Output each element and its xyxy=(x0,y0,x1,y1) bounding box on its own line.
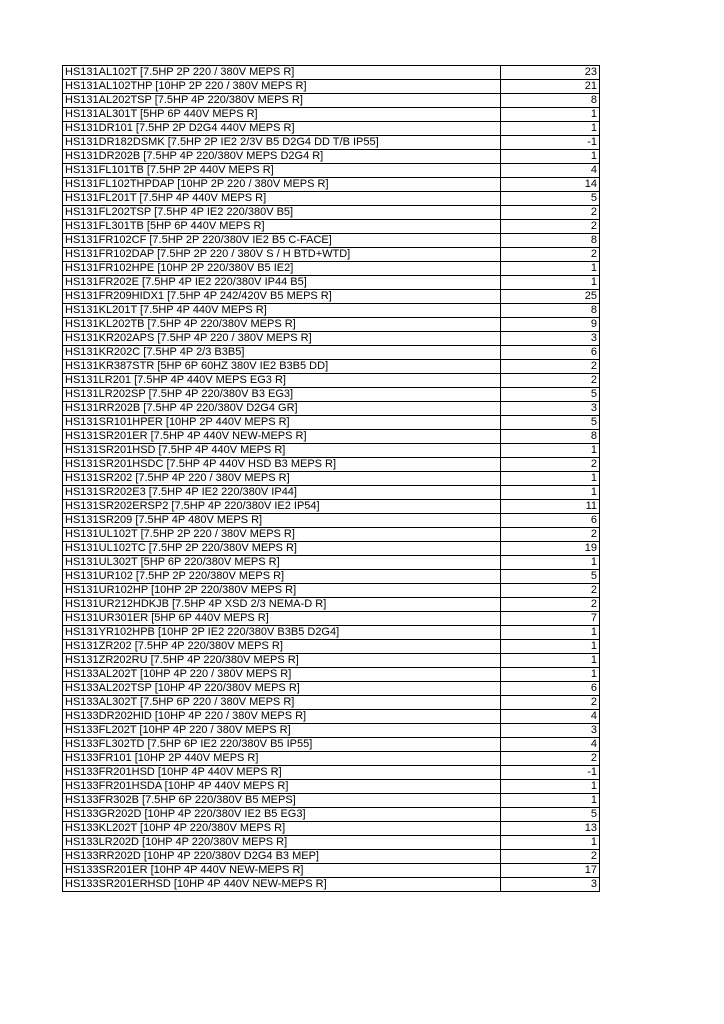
table-row xyxy=(63,192,600,206)
item-quantity-cell: 11 xyxy=(501,500,600,514)
item-quantity-cell: 2 xyxy=(501,584,600,598)
item-quantity-cell: 6 xyxy=(501,346,600,360)
item-description-cell: HS131FL202TSP [7.5HP 4P IE2 220/380V B5] xyxy=(63,206,501,220)
item-quantity-cell: 2 xyxy=(501,528,600,542)
table-row xyxy=(63,584,600,598)
table-row xyxy=(63,290,600,304)
item-description-cell: HS133KL202T [10HP 4P 220/380V MEPS R] xyxy=(63,822,501,836)
table-row xyxy=(63,94,600,108)
item-description-cell: HS131FR102CF [7.5HP 2P 220/380V IE2 B5 C-FACE] xyxy=(63,234,501,248)
item-quantity-cell: 21 xyxy=(501,80,600,94)
item-description-cell: HS131UR301ER [5HP 6P 440V MEPS R] xyxy=(63,612,501,626)
item-quantity-cell: 9 xyxy=(501,318,600,332)
item-description-cell: HS131KL202TB [7.5HP 4P 220/380V MEPS R] xyxy=(63,318,501,332)
item-quantity-cell: 1 xyxy=(501,626,600,640)
table-row xyxy=(63,346,600,360)
item-quantity-cell: 1 xyxy=(501,780,600,794)
item-quantity-cell: 4 xyxy=(501,738,600,752)
table-row xyxy=(63,388,600,402)
item-description-cell: HS131YR102HPB [10HP 2P IE2 220/380V B3B5 D2G4] xyxy=(63,626,501,640)
item-quantity-cell: 2 xyxy=(501,374,600,388)
table-row xyxy=(63,262,600,276)
table-row xyxy=(63,640,600,654)
item-description-cell: HS131SR201HSD [7.5HP 4P 440V MEPS R] xyxy=(63,444,501,458)
item-description-cell: HS131SR202ERSP2 [7.5HP 4P 220/380V IE2 IP54] xyxy=(63,500,501,514)
table-row xyxy=(63,66,600,80)
table-row xyxy=(63,766,600,780)
item-description-cell: HS131KR202APS [7.5HP 4P 220 / 380V MEPS R] xyxy=(63,332,501,346)
table-row xyxy=(63,780,600,794)
item-description-cell: HS131SR202 [7.5HP 4P 220 / 380V MEPS R] xyxy=(63,472,501,486)
item-description-cell: HS131LR202SP [7.5HP 4P 220/380V B3 EG3] xyxy=(63,388,501,402)
item-quantity-cell: 1 xyxy=(501,122,600,136)
item-quantity-cell: 2 xyxy=(501,458,600,472)
item-quantity-cell: 8 xyxy=(501,94,600,108)
table-row xyxy=(63,514,600,528)
item-description-cell: HS131FL102THPDAP [10HP 2P 220 / 380V MEPS R] xyxy=(63,178,501,192)
table-row xyxy=(63,206,600,220)
item-description-cell: HS131SR201HSDC [7.5HP 4P 440V HSD B3 MEPS R] xyxy=(63,458,501,472)
item-quantity-cell: 1 xyxy=(501,556,600,570)
item-quantity-cell: 13 xyxy=(501,822,600,836)
item-description-cell: HS131ZR202RU [7.5HP 4P 220/380V MEPS R] xyxy=(63,654,501,668)
item-quantity-cell: 5 xyxy=(501,192,600,206)
item-description-cell: HS131SR209 [7.5HP 4P 480V MEPS R] xyxy=(63,514,501,528)
item-quantity-cell: 8 xyxy=(501,430,600,444)
item-quantity-cell: 2 xyxy=(501,360,600,374)
item-description-cell: HS133FR302B [7.5HP 6P 220/380V B5 MEPS] xyxy=(63,794,501,808)
table-row xyxy=(63,444,600,458)
item-description-cell: HS131KR202C [7.5HP 4P 2/3 B3B5] xyxy=(63,346,501,360)
table-row xyxy=(63,248,600,262)
table-row xyxy=(63,598,600,612)
inventory-table xyxy=(62,65,600,892)
item-quantity-cell: 1 xyxy=(501,276,600,290)
table-row xyxy=(63,542,600,556)
table-row xyxy=(63,612,600,626)
item-quantity-cell: 25 xyxy=(501,290,600,304)
item-description-cell: HS133SR201ER [10HP 4P 440V NEW-MEPS R] xyxy=(63,864,501,878)
table-row xyxy=(63,360,600,374)
item-description-cell: HS133DR202HID [10HP 4P 220 / 380V MEPS R] xyxy=(63,710,501,724)
item-quantity-cell: 1 xyxy=(501,668,600,682)
item-description-cell: HS133AL202T [10HP 4P 220 / 380V MEPS R] xyxy=(63,668,501,682)
item-quantity-cell: 5 xyxy=(501,388,600,402)
table-row xyxy=(63,178,600,192)
item-quantity-cell: 8 xyxy=(501,234,600,248)
item-description-cell: HS131ZR202 [7.5HP 4P 220/380V MEPS R] xyxy=(63,640,501,654)
item-quantity-cell: 3 xyxy=(501,878,600,892)
item-description-cell: HS131FL301TB [5HP 6P 440V MEPS R] xyxy=(63,220,501,234)
item-description-cell: HS131UR102 [7.5HP 2P 220/380V MEPS R] xyxy=(63,570,501,584)
item-quantity-cell: -1 xyxy=(501,136,600,150)
item-description-cell: HS131DR101 [7.5HP 2P D2G4 440V MEPS R] xyxy=(63,122,501,136)
table-row xyxy=(63,822,600,836)
item-quantity-cell: 3 xyxy=(501,402,600,416)
item-description-cell: HS131RR202B [7.5HP 4P 220/380V D2G4 GR] xyxy=(63,402,501,416)
table-row xyxy=(63,668,600,682)
table-row xyxy=(63,556,600,570)
table-row xyxy=(63,332,600,346)
table-row xyxy=(63,80,600,94)
item-quantity-cell: 7 xyxy=(501,612,600,626)
item-description-cell: HS133FR101 [10HP 2P 440V MEPS R] xyxy=(63,752,501,766)
table-row xyxy=(63,696,600,710)
item-description-cell: HS133FL302TD [7.5HP 6P IE2 220/380V B5 IP55] xyxy=(63,738,501,752)
item-quantity-cell: 1 xyxy=(501,262,600,276)
item-quantity-cell: 3 xyxy=(501,724,600,738)
table-row xyxy=(63,220,600,234)
item-quantity-cell: -1 xyxy=(501,766,600,780)
item-description-cell: HS131UL102TC [7.5HP 2P 220/380V MEPS R] xyxy=(63,542,501,556)
item-description-cell: HS131FR202E [7.5HP 4P IE2 220/380V IP44 B5] xyxy=(63,276,501,290)
table-row xyxy=(63,486,600,500)
table-row xyxy=(63,108,600,122)
item-quantity-cell: 1 xyxy=(501,444,600,458)
item-quantity-cell: 1 xyxy=(501,150,600,164)
item-description-cell: HS131AL102THP [10HP 2P 220 / 380V MEPS R] xyxy=(63,80,501,94)
table-row xyxy=(63,472,600,486)
item-quantity-cell: 3 xyxy=(501,332,600,346)
item-quantity-cell: 2 xyxy=(501,696,600,710)
table-row xyxy=(63,416,600,430)
item-description-cell: HS133AL302T [7.5HP 6P 220 / 380V MEPS R] xyxy=(63,696,501,710)
table-row xyxy=(63,850,600,864)
item-quantity-cell: 5 xyxy=(501,570,600,584)
item-description-cell: HS133LR202D [10HP 4P 220/380V MEPS R] xyxy=(63,836,501,850)
table-row xyxy=(63,864,600,878)
item-quantity-cell: 6 xyxy=(501,514,600,528)
item-description-cell: HS131DR182DSMK [7.5HP 2P IE2 2/3V B5 D2G4 DD T/B IP55] xyxy=(63,136,501,150)
item-description-cell: HS131AL202TSP [7.5HP 4P 220/380V MEPS R] xyxy=(63,94,501,108)
item-description-cell: HS133GR202D [10HP 4P 220/380V IE2 B5 EG3] xyxy=(63,808,501,822)
table-row xyxy=(63,682,600,696)
table-row xyxy=(63,276,600,290)
item-quantity-cell: 2 xyxy=(501,850,600,864)
table-row xyxy=(63,738,600,752)
table-row xyxy=(63,374,600,388)
item-description-cell: HS131DR202B [7.5HP 4P 220/380V MEPS D2G4 R] xyxy=(63,150,501,164)
item-description-cell: HS133FR201HSD [10HP 4P 440V MEPS R] xyxy=(63,766,501,780)
item-description-cell: HS131SR202E3 [7.5HP 4P IE2 220/380V IP44] xyxy=(63,486,501,500)
item-quantity-cell: 1 xyxy=(501,836,600,850)
item-quantity-cell: 1 xyxy=(501,794,600,808)
table-row xyxy=(63,724,600,738)
item-quantity-cell: 5 xyxy=(501,416,600,430)
table-row xyxy=(63,458,600,472)
item-description-cell: HS131UL102T [7.5HP 2P 220 / 380V MEPS R] xyxy=(63,528,501,542)
item-description-cell: HS131SR201ER [7.5HP 4P 440V NEW-MEPS R] xyxy=(63,430,501,444)
item-description-cell: HS131UL302T [5HP 6P 220/380V MEPS R] xyxy=(63,556,501,570)
item-quantity-cell: 2 xyxy=(501,248,600,262)
item-quantity-cell: 17 xyxy=(501,864,600,878)
item-quantity-cell: 1 xyxy=(501,108,600,122)
table-row xyxy=(63,836,600,850)
item-description-cell: HS131AL301T [5HP 6P 440V MEPS R] xyxy=(63,108,501,122)
item-quantity-cell: 2 xyxy=(501,752,600,766)
table-row xyxy=(63,570,600,584)
item-quantity-cell: 8 xyxy=(501,304,600,318)
item-quantity-cell: 5 xyxy=(501,808,600,822)
table-row xyxy=(63,318,600,332)
item-quantity-cell: 2 xyxy=(501,220,600,234)
item-description-cell: HS133SR201ERHSD [10HP 4P 440V NEW-MEPS R] xyxy=(63,878,501,892)
table-row xyxy=(63,500,600,514)
item-quantity-cell: 4 xyxy=(501,710,600,724)
table-row xyxy=(63,626,600,640)
table-row xyxy=(63,808,600,822)
item-description-cell: HS131KR387STR [5HP 6P 60HZ 380V IE2 B3B5 DD] xyxy=(63,360,501,374)
table-row xyxy=(63,136,600,150)
table-row xyxy=(63,752,600,766)
table-row xyxy=(63,528,600,542)
table-row xyxy=(63,304,600,318)
item-description-cell: HS133RR202D [10HP 4P 220/380V D2G4 B3 MEP] xyxy=(63,850,501,864)
table-row xyxy=(63,794,600,808)
item-quantity-cell: 6 xyxy=(501,682,600,696)
item-description-cell: HS131UR212HDKJB [7.5HP 4P XSD 2/3 NEMA-D R] xyxy=(63,598,501,612)
item-quantity-cell: 4 xyxy=(501,164,600,178)
table-row xyxy=(63,878,600,892)
item-description-cell: HS131UR102HP [10HP 2P 220/380V MEPS R] xyxy=(63,584,501,598)
table-row xyxy=(63,402,600,416)
inventory-table-body xyxy=(63,66,600,892)
item-quantity-cell: 23 xyxy=(501,66,600,80)
item-quantity-cell: 2 xyxy=(501,206,600,220)
table-row xyxy=(63,164,600,178)
item-description-cell: HS131FR209HIDX1 [7.5HP 4P 242/420V B5 MEPS R] xyxy=(63,290,501,304)
item-description-cell: HS131FR102DAP [7.5HP 2P 220 / 380V S / H BTD+WTD] xyxy=(63,248,501,262)
table-row xyxy=(63,654,600,668)
table-row xyxy=(63,150,600,164)
table-row xyxy=(63,710,600,724)
item-quantity-cell: 1 xyxy=(501,654,600,668)
item-quantity-cell: 2 xyxy=(501,598,600,612)
item-quantity-cell: 1 xyxy=(501,640,600,654)
item-quantity-cell: 1 xyxy=(501,486,600,500)
item-description-cell: HS131AL102T [7.5HP 2P 220 / 380V MEPS R] xyxy=(63,66,501,80)
item-quantity-cell: 19 xyxy=(501,542,600,556)
item-quantity-cell: 14 xyxy=(501,178,600,192)
table-row xyxy=(63,234,600,248)
item-description-cell: HS131SR101HPER [10HP 2P 440V MEPS R] xyxy=(63,416,501,430)
item-quantity-cell: 1 xyxy=(501,472,600,486)
item-description-cell: HS131FR102HPE [10HP 2P 220/380V B5 IE2] xyxy=(63,262,501,276)
item-description-cell: HS131KL201T [7.5HP 4P 440V MEPS R] xyxy=(63,304,501,318)
item-description-cell: HS131LR201 [7.5HP 4P 440V MEPS EG3 R] xyxy=(63,374,501,388)
table-row xyxy=(63,122,600,136)
item-description-cell: HS133FL202T [10HP 4P 220 / 380V MEPS R] xyxy=(63,724,501,738)
item-description-cell: HS131FL101TB [7.5HP 2P 440V MEPS R] xyxy=(63,164,501,178)
table-row xyxy=(63,430,600,444)
item-description-cell: HS131FL201T [7.5HP 4P 440V MEPS R] xyxy=(63,192,501,206)
inventory-sheet xyxy=(62,65,599,892)
item-description-cell: HS133FR201HSDA [10HP 4P 440V MEPS R] xyxy=(63,780,501,794)
item-description-cell: HS133AL202TSP [10HP 4P 220/380V MEPS R] xyxy=(63,682,501,696)
